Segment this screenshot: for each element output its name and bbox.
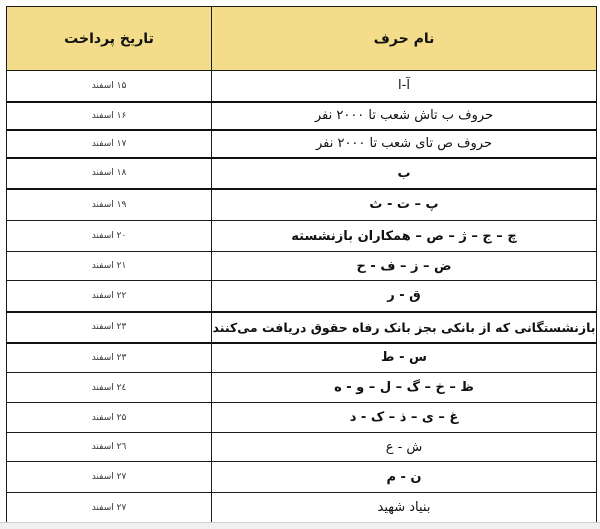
payment-date-cell: ۱۷ اسفند bbox=[7, 130, 212, 158]
payment-date-cell: ۲٤ اسفند bbox=[7, 373, 212, 403]
table-row bbox=[7, 221, 597, 252]
payment-date-cell: ۱۹ اسفند bbox=[7, 189, 212, 221]
letter-name-cell: آ-ا bbox=[212, 71, 597, 102]
letter-name-cell: بازنشستگانی که از بانکی بجز بانک رفاه حقوق دریافت می‌کنند bbox=[212, 312, 597, 343]
payment-date-cell: ۲۰ اسفند bbox=[7, 221, 212, 252]
payment-date-cell: ۲۱ اسفند bbox=[7, 252, 212, 281]
letter-name-cell: ن - م bbox=[212, 462, 597, 493]
payment-date-cell: ۲۳ اسفند bbox=[7, 312, 212, 343]
letter-name-cell: ب bbox=[212, 158, 597, 189]
header-payment-date: تاریخ پرداخت bbox=[7, 7, 212, 71]
table-row bbox=[7, 403, 597, 433]
payment-schedule-table bbox=[6, 6, 597, 523]
table-row bbox=[7, 158, 597, 189]
header-row bbox=[7, 7, 597, 71]
table-row bbox=[7, 433, 597, 462]
payment-date-cell: ۱۶ اسفند bbox=[7, 102, 212, 130]
payment-date-cell: ۲٦ اسفند bbox=[7, 433, 212, 462]
payment-date-cell: ۲۷ اسفند bbox=[7, 462, 212, 493]
payment-date-cell: ۱۸ اسفند bbox=[7, 158, 212, 189]
letter-name-cell: ظ – خ – گ – ل – و - ه bbox=[212, 373, 597, 403]
table-row bbox=[7, 373, 597, 403]
letter-name-cell: ض – ز – ف - ح bbox=[212, 252, 597, 281]
letter-name-cell: پ – ت - ث bbox=[212, 189, 597, 221]
payment-date-cell: ۱۵ اسفند bbox=[7, 71, 212, 102]
payment-date-cell: ۲۳ اسفند bbox=[7, 343, 212, 373]
payment-date-cell: ۲۵ اسفند bbox=[7, 403, 212, 433]
payment-date-cell: ۲۷ اسفند bbox=[7, 493, 212, 523]
letter-name-cell: بنیاد شهید bbox=[212, 493, 597, 523]
table-row bbox=[7, 312, 597, 343]
table-row bbox=[7, 102, 597, 130]
payment-date-cell: ۲۲ اسفند bbox=[7, 281, 212, 312]
letter-name-cell: چ – ج – ژ – ص – همکاران بازنشسته bbox=[212, 221, 597, 252]
table-row bbox=[7, 343, 597, 373]
letter-name-cell: غ – ی – ذ – ک - د bbox=[212, 403, 597, 433]
letter-name-cell: ش - ع bbox=[212, 433, 597, 462]
header-letter-name: نام حرف bbox=[212, 7, 597, 71]
table-row bbox=[7, 130, 597, 158]
letter-name-cell: س - ط bbox=[212, 343, 597, 373]
letter-name-cell: ق - ر bbox=[212, 281, 597, 312]
table-row bbox=[7, 493, 597, 523]
table-row bbox=[7, 462, 597, 493]
letter-name-cell: حروف ص تای شعب تا ۲۰۰۰ نفر bbox=[212, 130, 597, 158]
table-row bbox=[7, 189, 597, 221]
table-row bbox=[7, 71, 597, 102]
letter-name-cell: حروف ب تاش شعب تا ۲۰۰۰ نفر bbox=[212, 102, 597, 130]
table-row bbox=[7, 252, 597, 281]
table-row bbox=[7, 281, 597, 312]
